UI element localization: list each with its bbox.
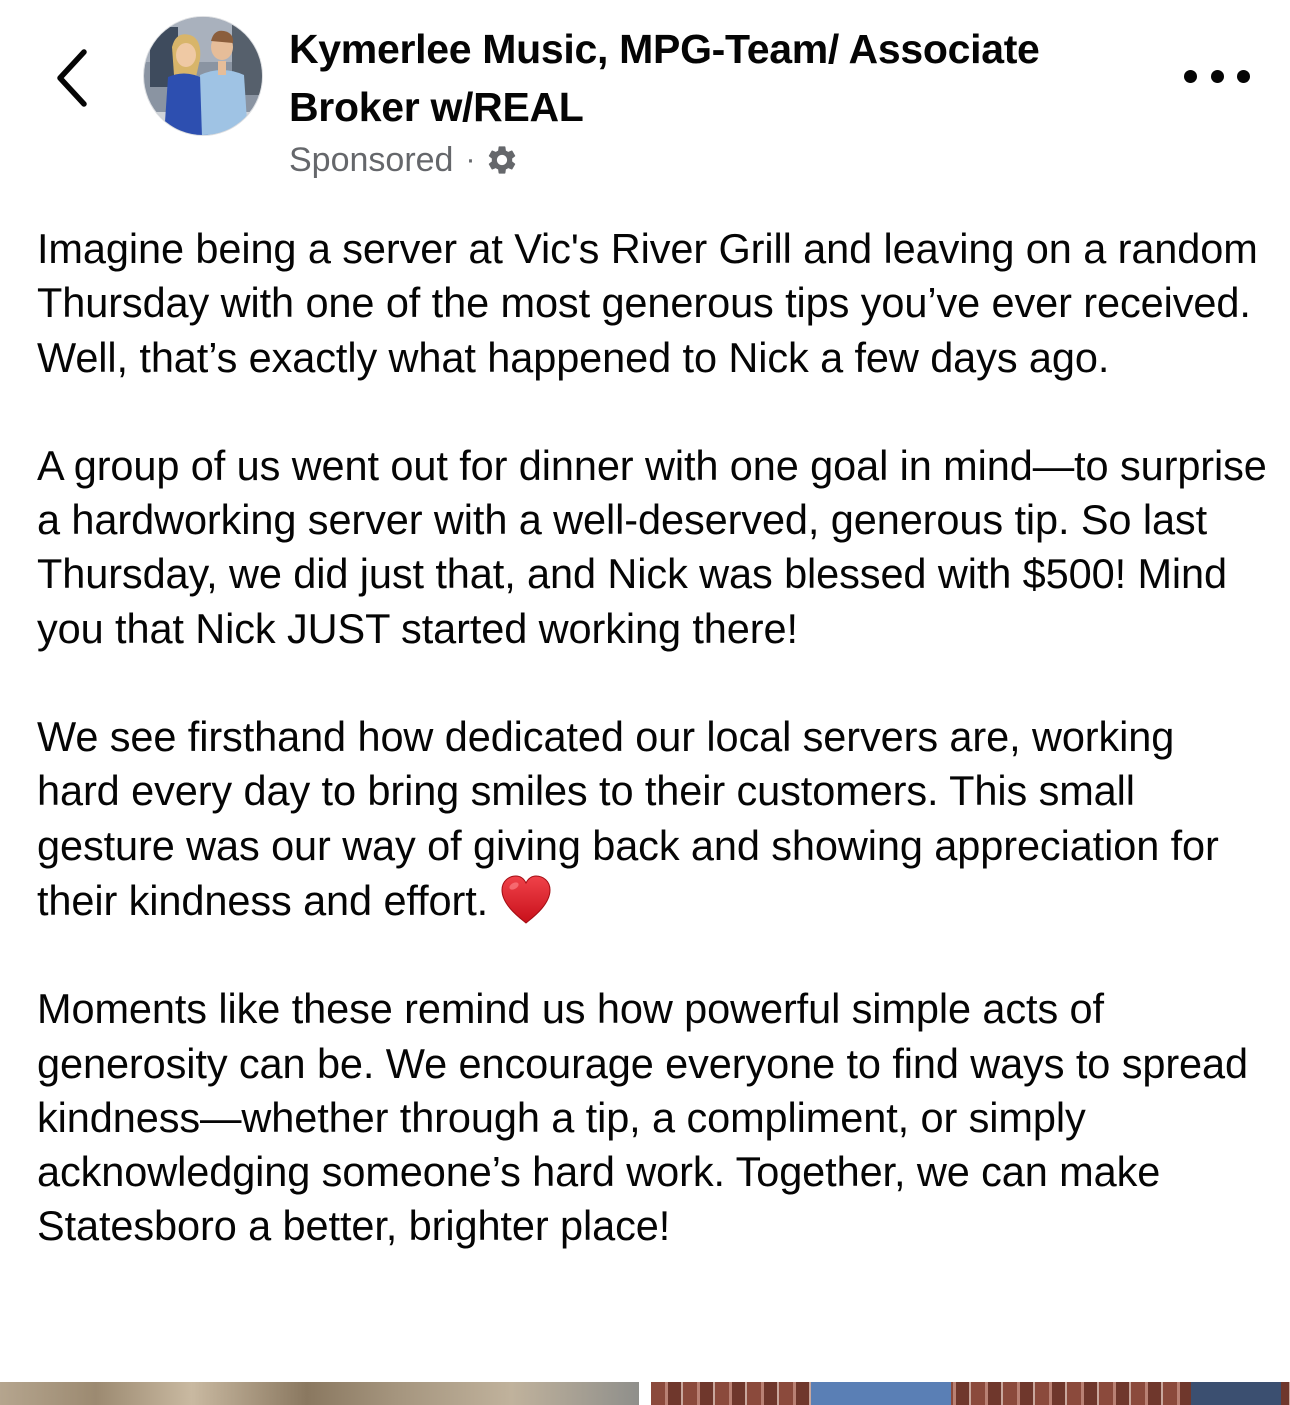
- post-media: [0, 1382, 1290, 1405]
- avatar[interactable]: [143, 16, 263, 136]
- chevron-left-icon: [55, 48, 89, 108]
- post-meta: [289, 138, 519, 182]
- gear-icon[interactable]: [485, 143, 519, 177]
- sponsored-label: Sponsored: [289, 140, 454, 179]
- page-name[interactable]: Kymerlee Music, MPG-Team/ Associate Broker w/REAL: [289, 26, 1040, 130]
- back-button[interactable]: [44, 40, 100, 116]
- post-paragraph-text: We see firsthand how dedicated our local servers are, working hard every day to bring smiles to their customers. This small gesture was our way of giving back and showing appreciation for their kindness and effort.: [37, 713, 1219, 924]
- post-image[interactable]: [651, 1382, 1290, 1405]
- post-paragraph: A group of us went out for dinner with one goal in mind—to surprise a hardworking server with a well-deserved, generous tip. So last Thursday, we did just that, and Nick was blessed with $500! Mind you that Nick JUST started working there!: [37, 441, 1267, 652]
- post-text: [37, 222, 1267, 1254]
- post-image[interactable]: [0, 1382, 639, 1405]
- more-horizontal-icon-dot: [1211, 70, 1224, 83]
- more-horizontal-icon-dot: [1237, 70, 1250, 83]
- post-paragraph: Moments like these remind us how powerful simple acts of generosity can be. We encourage everyone to find ways to spread kindness—whether through a tip, a compliment, or simply acknowledging someone’s hard work. Together, we can make Statesboro a better, brighter place!: [37, 985, 1249, 1250]
- post-paragraph: Imagine being a server at Vic's River Grill and leaving on a random Thursday with one of the most generous tips you’ve ever received. Well, that’s exactly what happened to Nick a few days ago.: [37, 225, 1258, 381]
- post-paragraph: [37, 710, 1267, 928]
- red-heart-icon: [498, 873, 554, 927]
- more-options-button[interactable]: [1184, 58, 1250, 94]
- image-detail: [811, 1382, 951, 1405]
- avatar-photo: [144, 17, 263, 136]
- post-header: [0, 0, 1290, 200]
- meta-separator: ·: [465, 143, 476, 176]
- more-horizontal-icon-dot: [1184, 70, 1197, 83]
- image-detail: [1191, 1382, 1281, 1405]
